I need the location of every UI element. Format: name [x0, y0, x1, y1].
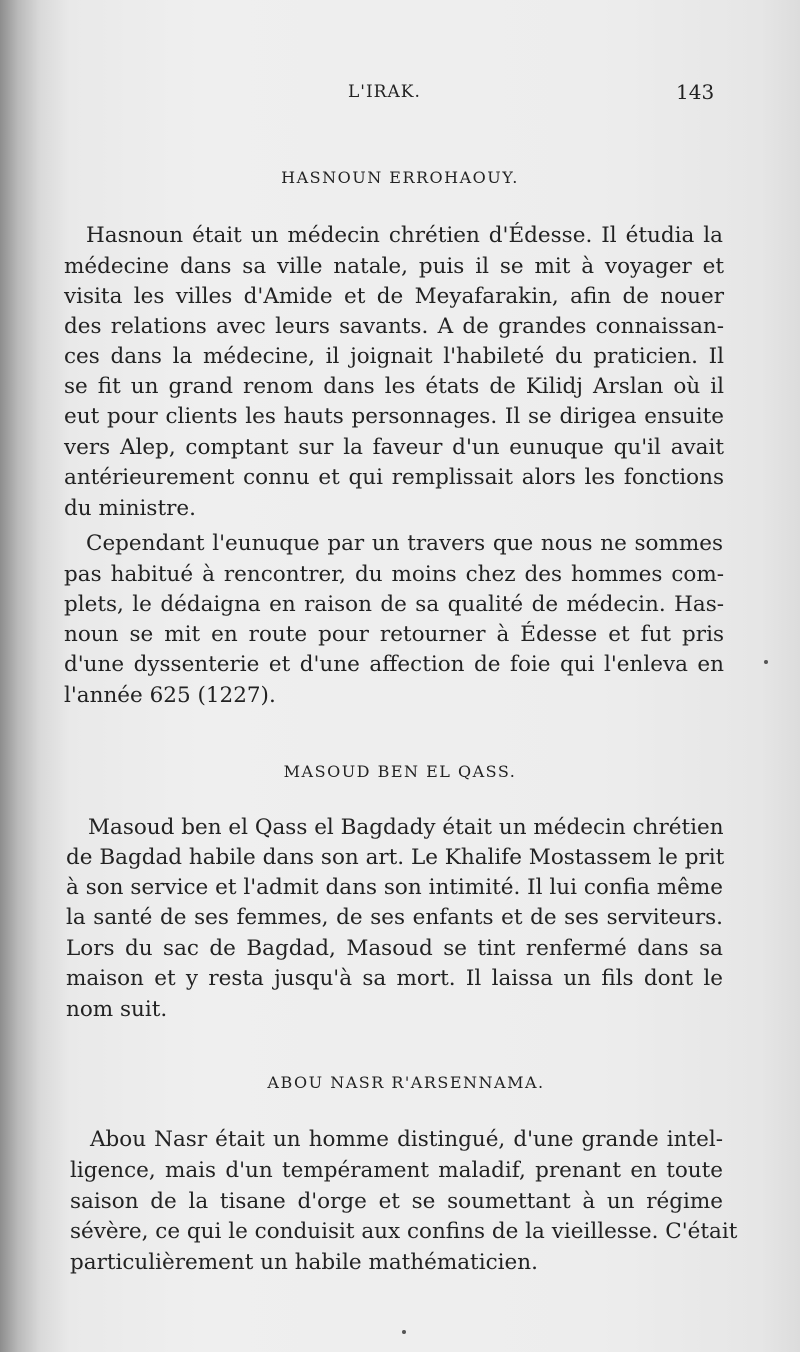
- text-line: Lors du sac de Bagdad, Masoud se tint renfermé dans sa: [66, 936, 723, 961]
- text-line: plets, le dédaigna en raison de sa qualité de médecin. Has-: [64, 592, 724, 617]
- ink-speck: [402, 1330, 406, 1334]
- text-line: sévère, ce qui le conduisit aux confins de la vieillesse. C'était: [70, 1219, 738, 1244]
- text-line: saison de la tisane d'orge et se soumettant à un régime: [70, 1189, 723, 1214]
- text-line: ces dans la médecine, il joignait l'habileté du praticien. Il: [64, 344, 724, 369]
- text-line: pas habitué à rencontrer, du moins chez des hommes com-: [64, 562, 724, 587]
- text-line: nom suit.: [66, 997, 168, 1022]
- text-line: eut pour clients les hauts personnages. Il se dirigea ensuite: [64, 404, 724, 429]
- text-line: maison et y resta jusqu'à sa mort. Il laissa un fils dont le: [66, 966, 723, 991]
- section-heading: ABOU NASR R'ARSENNAMA.: [267, 1073, 545, 1092]
- text-line: médecine dans sa ville natale, puis il se mit à voyager et: [64, 254, 724, 279]
- text-line: des relations avec leurs savants. A de grandes connaissan-: [64, 314, 724, 339]
- page-number: 143: [676, 80, 715, 104]
- text-line: l'année 625 (1227).: [64, 683, 276, 708]
- text-line: visita les villes d'Amide et de Meyafarakin, afin de nouer: [64, 284, 724, 309]
- text-line: la santé de ses femmes, de ses enfants et de ses serviteurs.: [66, 905, 723, 930]
- text-line: vers Alep, comptant sur la faveur d'un eunuque qu'il avait: [64, 435, 724, 460]
- section-heading: MASOUD BEN EL QASS.: [283, 762, 517, 781]
- text-line: de Bagdad habile dans son art. Le Khalife Mostassem le prit: [66, 845, 725, 870]
- text-line: ligence, mais d'un tempérament maladif, prenant en toute: [70, 1158, 723, 1183]
- text-line: se fit un grand renom dans les états de Kilidj Arslan où il: [64, 374, 724, 399]
- text-line: Hasnoun était un médecin chrétien d'Édesse. Il étudia la: [86, 223, 723, 248]
- text-line: d'une dyssenterie et d'une affection de foie qui l'enleva en: [64, 652, 724, 677]
- text-line: antérieurement connu et qui remplissait alors les fonctions: [64, 465, 724, 490]
- text-line: à son service et l'admit dans son intimité. Il lui confia même: [66, 875, 723, 900]
- text-line: du ministre.: [64, 496, 196, 521]
- text-line: particulièrement un habile mathématicien.: [70, 1250, 538, 1275]
- section-heading: HASNOUN ERROHAOUY.: [281, 168, 519, 187]
- text-line: Abou Nasr était un homme distingué, d'une grande intel-: [90, 1127, 723, 1152]
- text-line: noun se mit en route pour retourner à Édesse et fut pris: [64, 622, 724, 647]
- text-line: Masoud ben el Qass el Bagdady était un médecin chrétien: [88, 815, 724, 840]
- running-title: L'IRAK.: [348, 82, 421, 102]
- running-head: [0, 82, 800, 110]
- text-line: Cependant l'eunuque par un travers que nous ne sommes: [86, 531, 723, 556]
- ink-speck: [764, 660, 768, 664]
